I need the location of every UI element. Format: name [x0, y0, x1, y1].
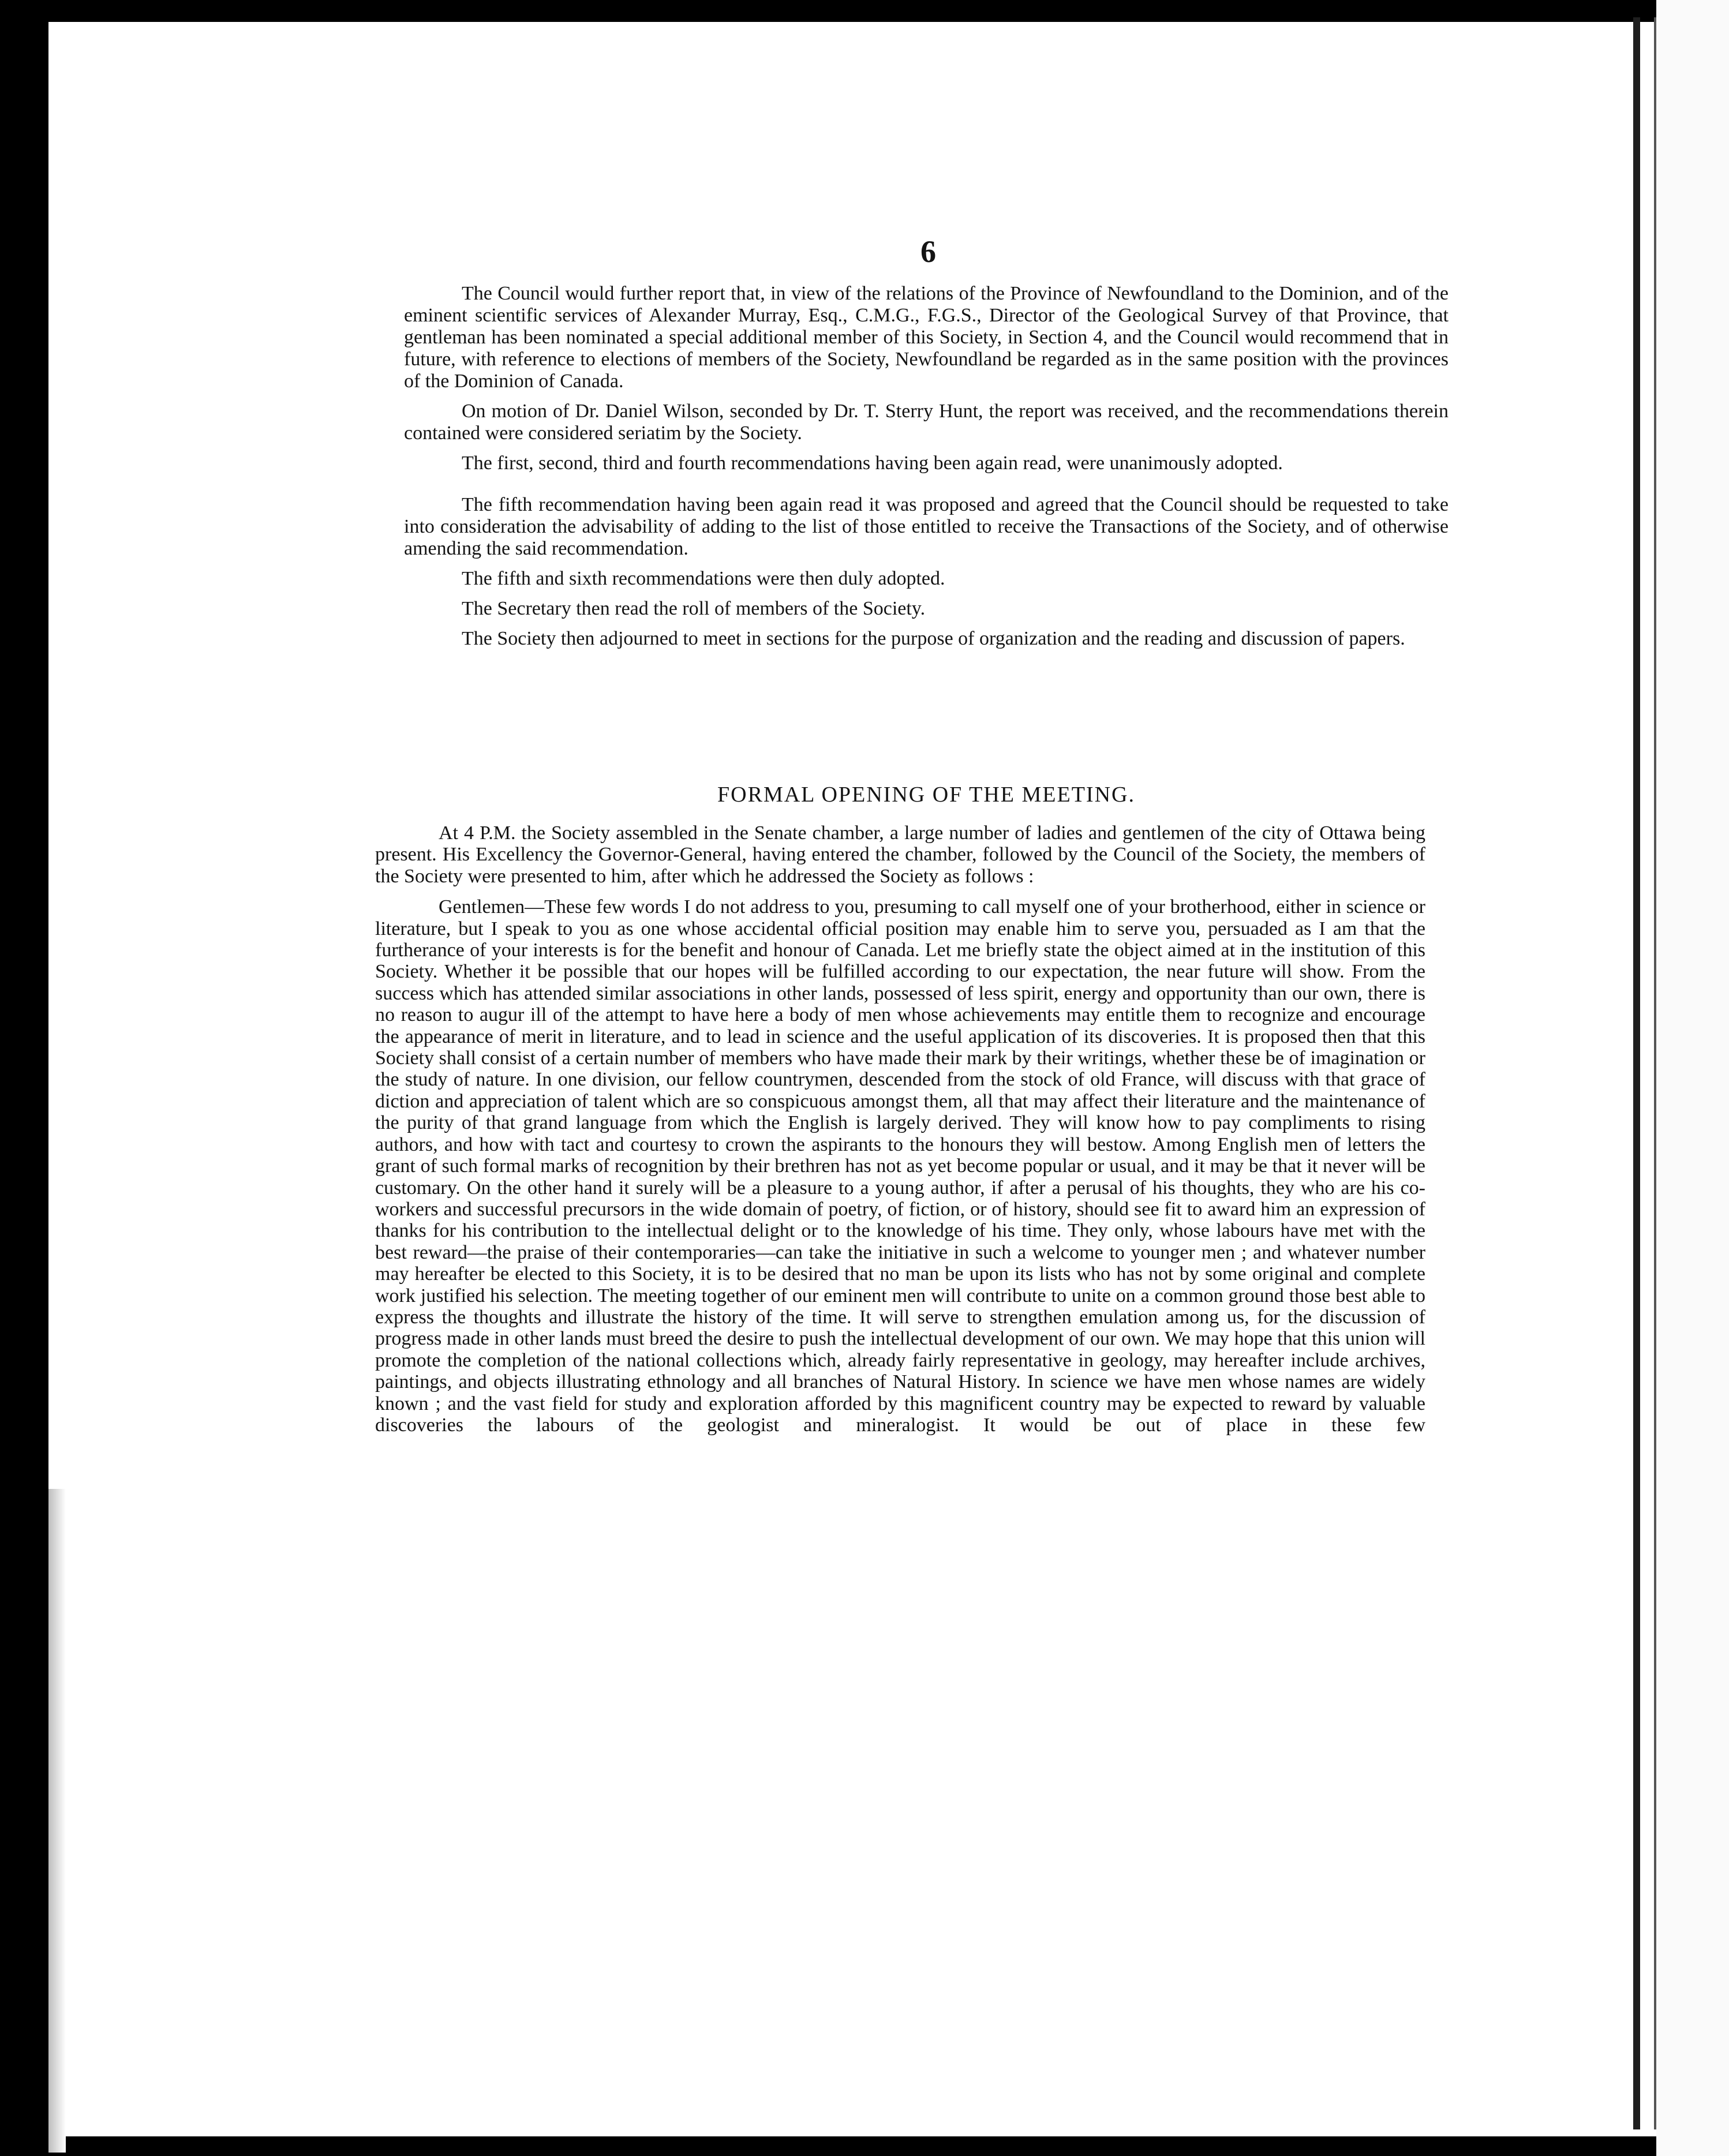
scan-border-top [0, 0, 1729, 22]
paragraph-first-four-adopted: The first, second, third and fourth recommendations having been again read, were unanimously adopted. [462, 452, 1283, 474]
paragraph-assembly: At 4 P.M. the Society assembled in the Senate chamber, a large number of ladies and gentlemen of the city of Ottawa being present. His Excellency the Governor-General, having entered the chamber, followed by the Council of the Society, the members of the Society were presented to him, after which he addressed the Society as follows : [375, 822, 1425, 887]
paragraph-adjourned: The Society then adjourned to meet in sections for the purpose of organization and the reading and discussion of papers. [462, 628, 1405, 649]
binding-edge-line [1633, 17, 1640, 2129]
paragraph-newfoundland: The Council would further report that, in view of the relations of the Province of Newfoundland to the Dominion, and of the eminent scientific services of Alexander Murray, Esq., C.M.G., F.G.S., Director of the Geological Survey of that Province, that gentleman has been nominated a special additional member of this Society, in Section 4, and the Council would recommend that in future, with reference to elections of members of the Society, Newfoundland be regarded as in the same position with the provinces of the Dominion of Canada. [404, 283, 1449, 392]
binding-edge-line-thin [1654, 17, 1656, 2129]
formal-opening-section [375, 822, 1425, 1445]
page-number: 6 [920, 234, 936, 269]
scan-border-left [0, 0, 48, 2156]
binding-margin [1656, 0, 1729, 2156]
council-report-section [404, 283, 1449, 658]
paragraph-fifth-sixth-adopted: The fifth and sixth recommendations were then duly adopted. [462, 568, 945, 589]
page-curl-shadow [48, 1489, 66, 2153]
paragraph-roll-read: The Secretary then read the roll of members of the Society. [462, 598, 926, 619]
scan-border-bottom [0, 2136, 1729, 2156]
section-heading: FORMAL OPENING OF THE MEETING. [717, 783, 1135, 807]
paragraph-fifth-recommendation: The fifth recommendation having been again read it was proposed and agreed that the Council should be requested to take into consideration the advisability of adding to the list of those entitled to receive the Transactions of the Society, and of otherwise amending the said recommendation. [404, 494, 1449, 559]
paragraph-motion: On motion of Dr. Daniel Wilson, seconded by Dr. T. Sterry Hunt, the report was received, and the recommendations therein contained were considered seriatim by the Society. [404, 400, 1449, 444]
paragraph-governor-address: Gentlemen—These few words I do not address to you, presuming to call myself one of your brotherhood, either in science or literature, but I speak to you as one whose accidental official position may enable him to serve you, persuaded as I am that the furtherance of your interests is for the benefit and honour of Canada. Let me briefly state the object aimed at in the institution of this Society. Whether it be possible that our hopes will be fulfilled according to our expectation, the near future will show. From the success which has attended similar associations in other lands, possessed of less spirit, energy and opportunity than our own, there is no reason to augur ill of the attempt to have here a body of men whose achievements may entitle them to recognize and encourage the appearance of merit in literature, and to lead in science and the useful application of its discoveries. It is proposed then that this Society shall consist of a certain number of members who have made their mark by their writings, whether these be of imagination or the study of nature. In one division, our fellow countrymen, descended from the stock of old France, will discuss with that grace of diction and appreciation of talent which are so conspicuous amongst them, all that may affect their literature and the maintenance of the purity of that grand language from which the English is largely derived. They will know how to pay compliments to rising authors, and how with tact and courtesy to crown the aspirants to the honours they will bestow. Among English men of letters the grant of such formal marks of recognition by their brethren has not as yet become popular or usual, and it may be that it never will be customary. On the other hand it surely will be a pleasure to a young author, if after a perusal of his thoughts, they who are his co-workers and successful precursors in the wide domain of poetry, of fiction, or of history, should see fit to award him an expression of thanks for his contribution to the intellectual delight or to the knowledge of his time. They only, whose labours have met with the best reward—the praise of their contemporaries—can take the initiative in such a welcome to younger men ; and whatever number may hereafter be elected to this Society, it is to be desired that no man be upon its lists who has not by some original and complete work justified his selection. The meeting together of our eminent men will contribute to unite on a common ground those best able to express the thoughts and illustrate the history of the time. It will serve to strengthen emulation among us, for the discussion of progress made in other lands must breed the desire to push the intellectual development of our own. We may hope that this union will promote the completion of the national collections which, already fairly representative in geology, may hereafter include archives, paintings, and objects illustrating ethnology and all branches of Natural History. In science we have men whose names are widely known ; and the vast field for study and exploration afforded by this magnificent country may be expected to reward by valuable discoveries the labours of the geologist and mineralogist. It would be out of place in these few [375, 896, 1425, 1436]
